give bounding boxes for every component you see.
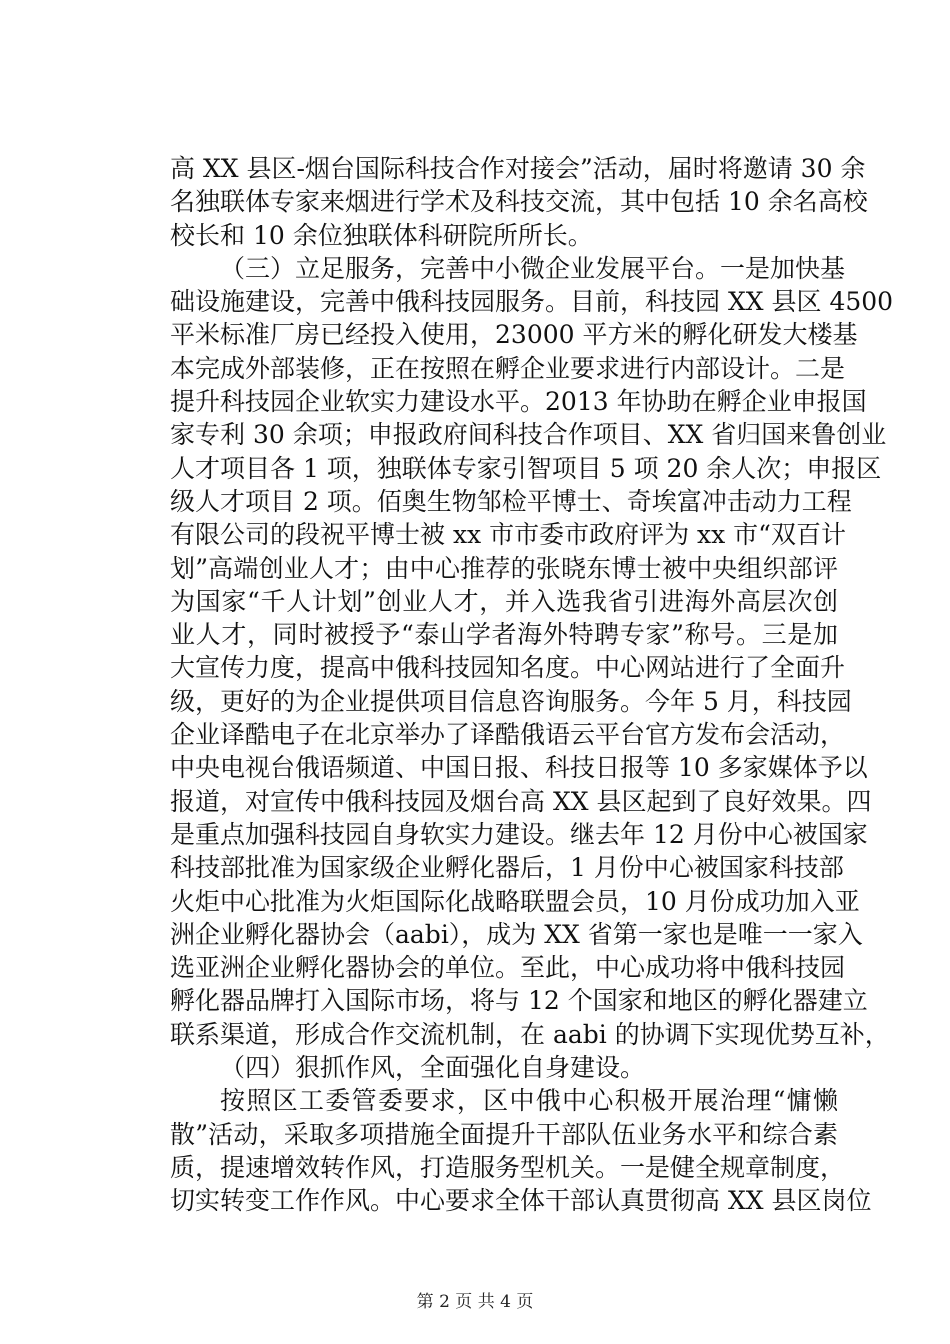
page-footer: 第 2 页 共 4 页: [416, 1292, 534, 1312]
text-line: 校长和 10 余位独联体科研院所所长。: [170, 220, 593, 250]
text-line: 为国家“千人计划”创业人才，并入选我省引进海外高层次创: [170, 586, 838, 616]
text-line: 提升科技园企业软实力建设水平。2013 年协助在孵企业申报国: [170, 387, 867, 417]
text-line: 家专利 30 余项；申报政府间科技合作项目、XX 省归国来鲁创业: [170, 420, 887, 450]
text-line: 平米标准厂房已经投入使用，23000 平方米的孵化研发大楼基: [170, 320, 858, 350]
text-line: 洲企业孵化器协会（aabi），成为 XX 省第一家也是唯一一家入: [170, 919, 863, 949]
paragraph-section-3: [170, 252, 894, 1051]
text-line: 选亚洲企业孵化器协会的单位。至此，中心成功将中俄科技园: [170, 953, 846, 983]
text-line: 报道，对宣传中俄科技园及烟台高 XX 县区起到了良好效果。四: [170, 786, 872, 816]
text-line: 本完成外部装修，正在按照在孵企业要求进行内部设计。二是: [170, 353, 846, 383]
text-line: 业人才，同时被授予“泰山学者海外特聘专家”称号。三是加: [170, 620, 838, 650]
text-line: 有限公司的段祝平博士被 xx 市市委市政府评为 xx 市“双百计: [170, 520, 846, 550]
text-line: 科技部批准为国家级企业孵化器后，1 月份中心被国家科技部: [170, 853, 844, 883]
paragraph-section-4-heading: [170, 1051, 838, 1084]
text-line: 大宣传力度，提高中俄科技园知名度。中心网站进行了全面升: [170, 653, 846, 683]
text-line: 按照区工委管委要求，区中俄中心积极开展治理“慵懒: [220, 1086, 838, 1116]
section-heading: （四）狠抓作风，全面强化自身建设。: [220, 1053, 646, 1083]
text-line: 人才项目各 1 项，独联体专家引智项目 5 项 20 余人次；申报区: [170, 453, 882, 483]
text-line: 切实转变工作作风。中心要求全体干部认真贯彻高 XX 县区岗位: [170, 1186, 872, 1216]
text-line: 级人才项目 2 项。佰奥生物邹检平博士、奇埃富冲击动力工程: [170, 486, 852, 516]
text-line: 质，提速增效转作风，打造服务型机关。一是健全规章制度，: [170, 1152, 846, 1182]
text-line: 孵化器品牌打入国际市场，将与 12 个国家和地区的孵化器建立: [170, 986, 868, 1016]
text-line: 名独联体专家来烟进行学术及科技交流，其中包括 10 余名高校: [170, 187, 868, 217]
text-line: 是重点加强科技园自身软实力建设。继去年 12 月份中心被国家: [170, 819, 868, 849]
text-line: 散”活动，采取多项措施全面提升干部队伍业务水平和综合素: [170, 1119, 838, 1149]
body-text: [170, 152, 894, 1218]
text-line: 划”高端创业人才；由中心推荐的张晓东博士被中央组织部评: [170, 553, 838, 583]
text-line: 联系渠道，形成合作交流机制，在 aabi 的协调下实现优势互补，: [170, 1019, 890, 1049]
text-line: 火炬中心批准为火炬国际化战略联盟会员，10 月份成功加入亚: [170, 886, 860, 916]
paragraph-section-4: [170, 1084, 872, 1217]
text-line: 中央电视台俄语频道、中国日报、科技日报等 10 多家媒体予以: [170, 753, 868, 783]
text-line: 础设施建设，完善中俄科技园服务。目前，科技园 XX 县区 4500: [170, 287, 894, 317]
text-line: （三）立足服务，完善中小微企业发展平台。一是加快基: [220, 253, 846, 283]
text-line: 级，更好的为企业提供项目信息咨询服务。今年 5 月，科技园: [170, 686, 852, 716]
text-line: 企业译酷电子在北京举办了译酷俄语云平台官方发布会活动，: [170, 720, 846, 750]
paragraph-continuation: [170, 152, 868, 252]
text-line: 高 XX 县区-烟台国际科技合作对接会”活动，届时将邀请 30 余: [170, 154, 866, 183]
